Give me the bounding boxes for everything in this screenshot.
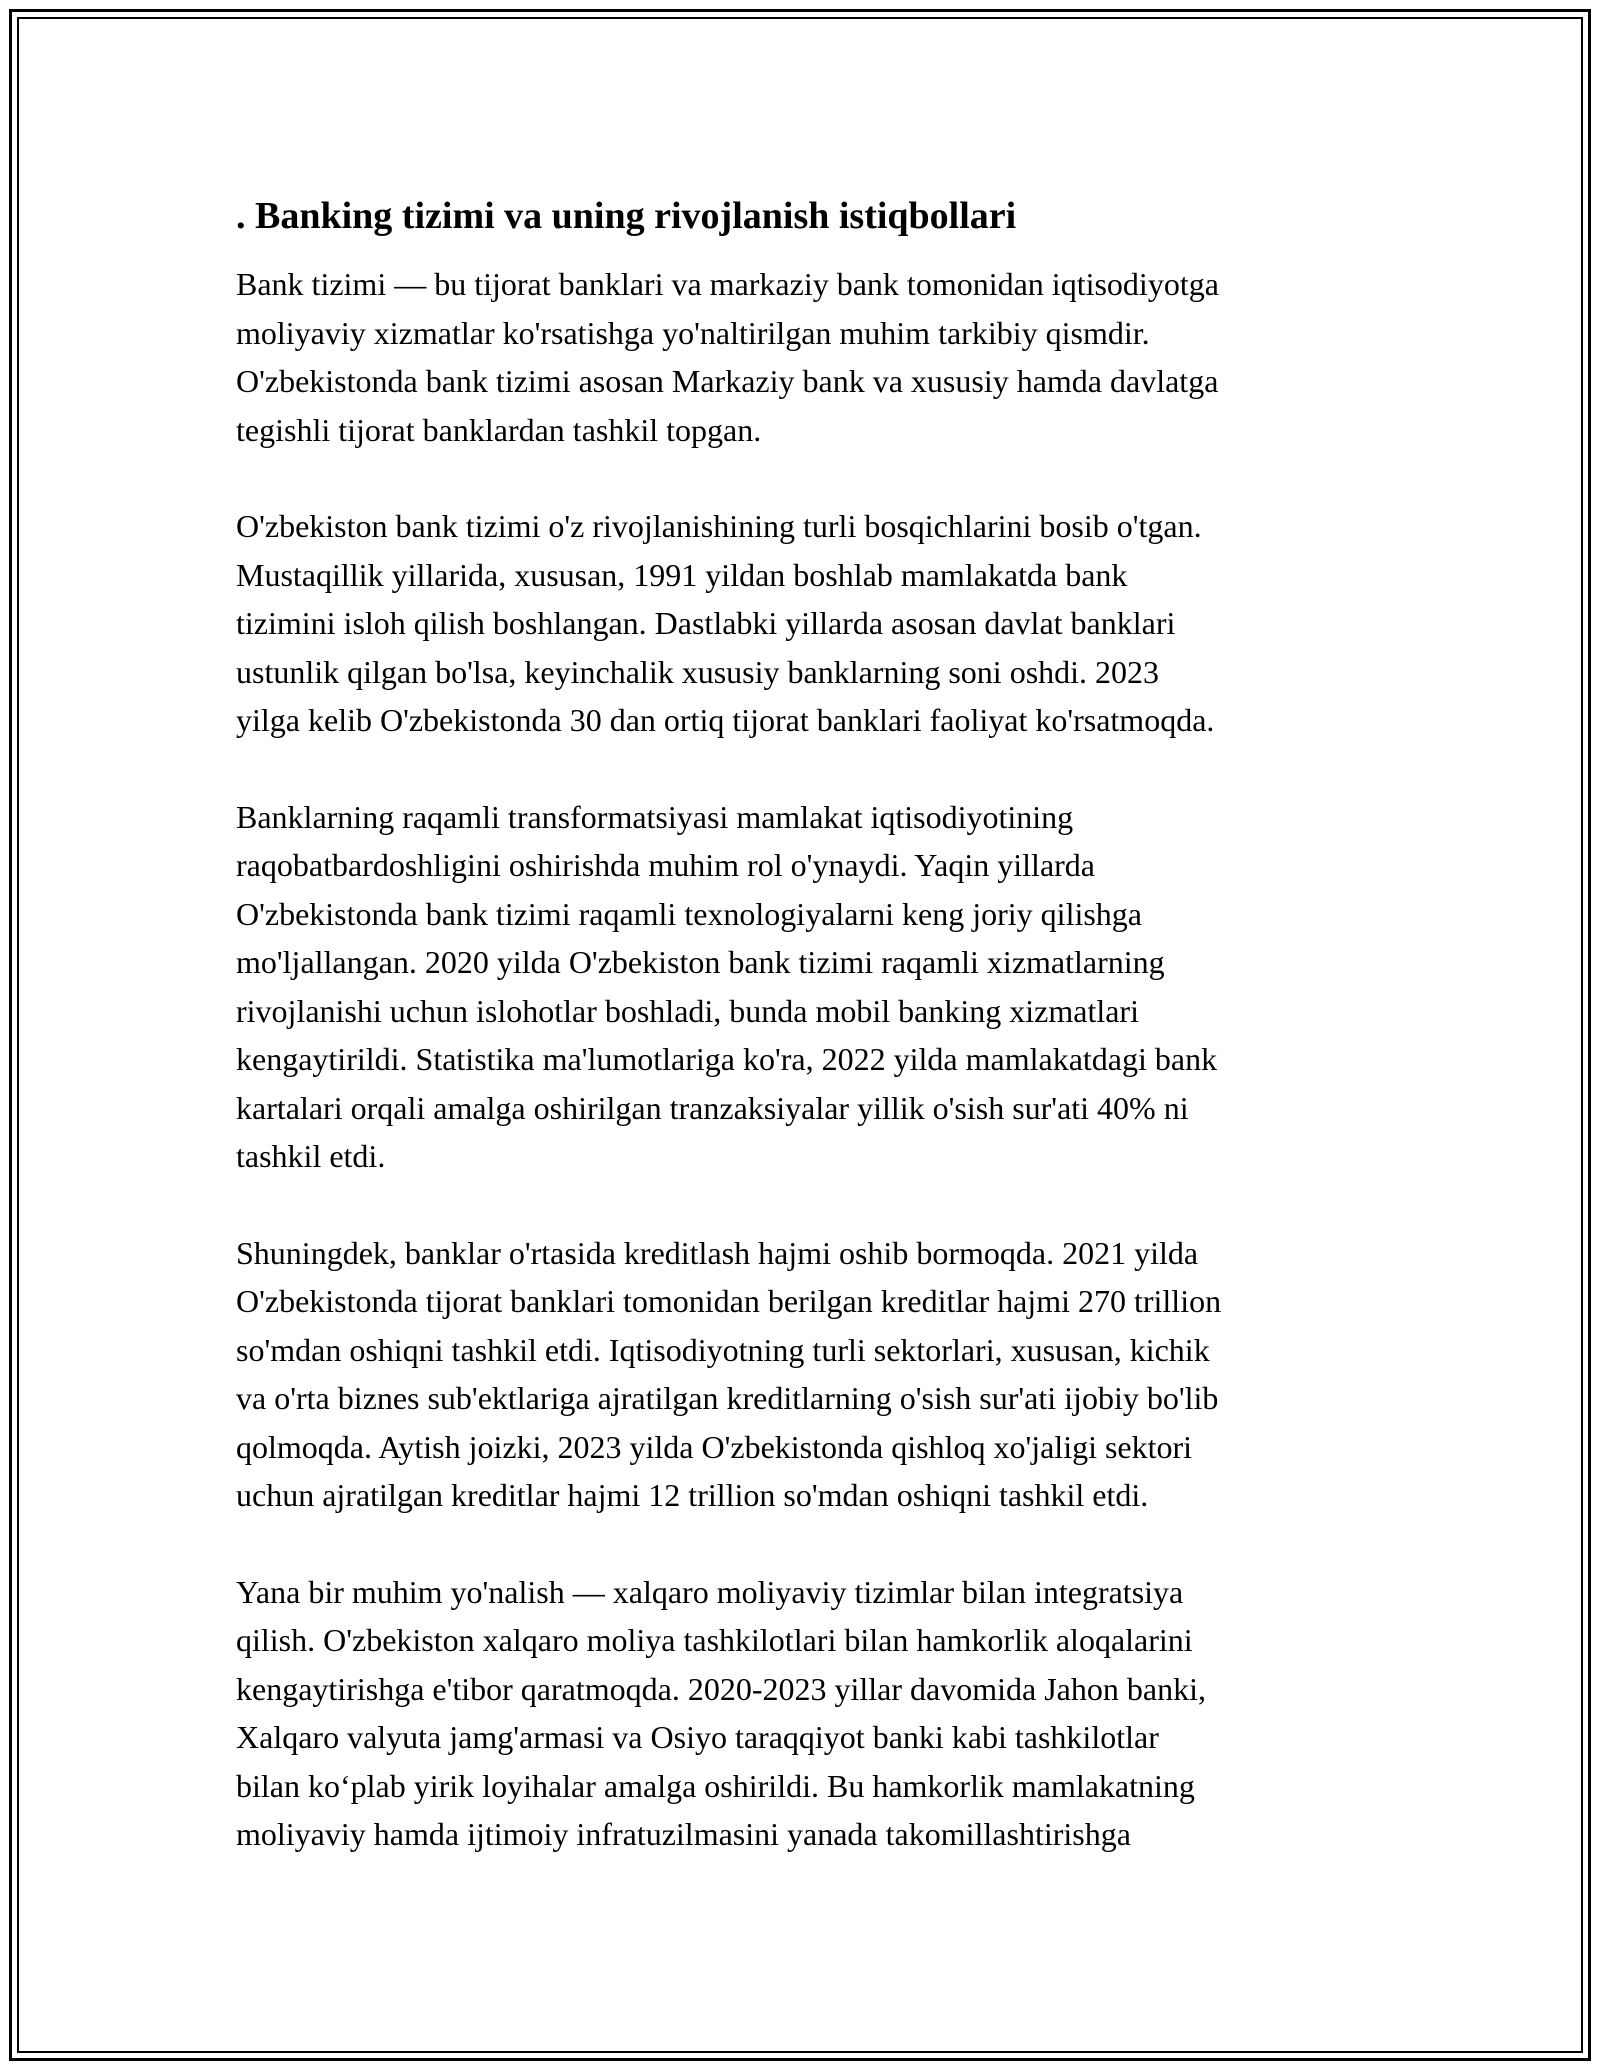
- document-title: . Banking tizimi va uning rivojlanish istiqbollari: [236, 195, 1017, 237]
- paragraph-bank-system-definition: Bank tizimi — bu tijorat banklari va markaziy bank tomonidan iqtisodiyotga moliyaviy xizmatlar ko'rsatishga yo'naltirilgan muhim tarkibiy qismdir. O'zbekistonda bank tizimi asosan Markaziy bank va xususiy hamda davlatga tegishli tijorat banklardan tashkil topgan.: [236, 266, 1219, 448]
- paragraph-bank-system-history: O'zbekiston bank tizimi o'z rivojlanishining turli bosqichlarini bosib o'tgan. Mustaqillik yillarida, xususan, 1991 yildan boshlab mamlakatda bank tizimini isloh qilish boshlangan. Dastlabki yillarda asosan davlat banklari ustunlik qilgan bo'lsa, keyinchalik xususiy banklarning soni oshdi. 2023 yilga kelib O'zbekistonda 30 dan ortiq tijorat banklari faoliyat ko'rsatmoqda.: [236, 508, 1215, 738]
- paragraph-digital-transformation: Banklarning raqamli transformatsiyasi mamlakat iqtisodiyotining raqobatbardoshligini oshirishda muhim rol o'ynaydi. Yaqin yillarda O'zbekistonda bank tizimi raqamli texnologiyalarni keng joriy qilishga mo'ljallangan. 2020 yilda O'zbekiston bank tizimi raqamli xizmatlarning rivojlanishi uchun islohotlar boshladi, bunda mobil banking xizmatlari kengaytirildi. Statistika ma'lumotlariga ko'ra, 2022 yilda mamlakatdagi bank kartalari orqali amalga oshirilgan tranzaksiyalar yillik o'sish sur'ati 40% ni tashkil etdi.: [236, 798, 1218, 1174]
- paragraph-international-integration: Yana bir muhim yo'nalish — xalqaro moliyaviy tizimlar bilan integratsiya qilish. O'zbekiston xalqaro moliya tashkilotlari bilan hamkorlik aloqalarini kengaytirishga e'tibor qaratmoqda. 2020-2023 yillar davomida Jahon banki, Xalqaro valyuta jamg'armasi va Osiyo taraqqiyot banki kabi tashkilotlar bilan ko‘plab yirik loyihalar amalga oshirildi. Bu hamkorlik mamlakatning moliyaviy hamda ijtimoiy infratuzilmasini yanada takomillashtirishga: [236, 1573, 1206, 1852]
- paragraph-lending-volume: Shuningdek, banklar o'rtasida kreditlash hajmi oshib bormoqda. 2021 yilda O'zbekistonda tijorat banklari tomonidan berilgan kreditlar hajmi 270 trillion so'mdan oshiqni tashkil etdi. Iqtisodiyotning turli sektorlari, xususan, kichik va o'rta biznes sub'ektlariga ajratilgan kreditlarning o'sish sur'ati ijobiy bo'lib qolmoqda. Aytish joizki, 2023 yilda O'zbekistonda qishloq xo'jaligi sektori uchun ajratilgan kreditlar hajmi 12 trillion so'mdan oshiqni tashkil etdi.: [236, 1234, 1222, 1513]
- document-body: [236, 190, 1386, 1907]
